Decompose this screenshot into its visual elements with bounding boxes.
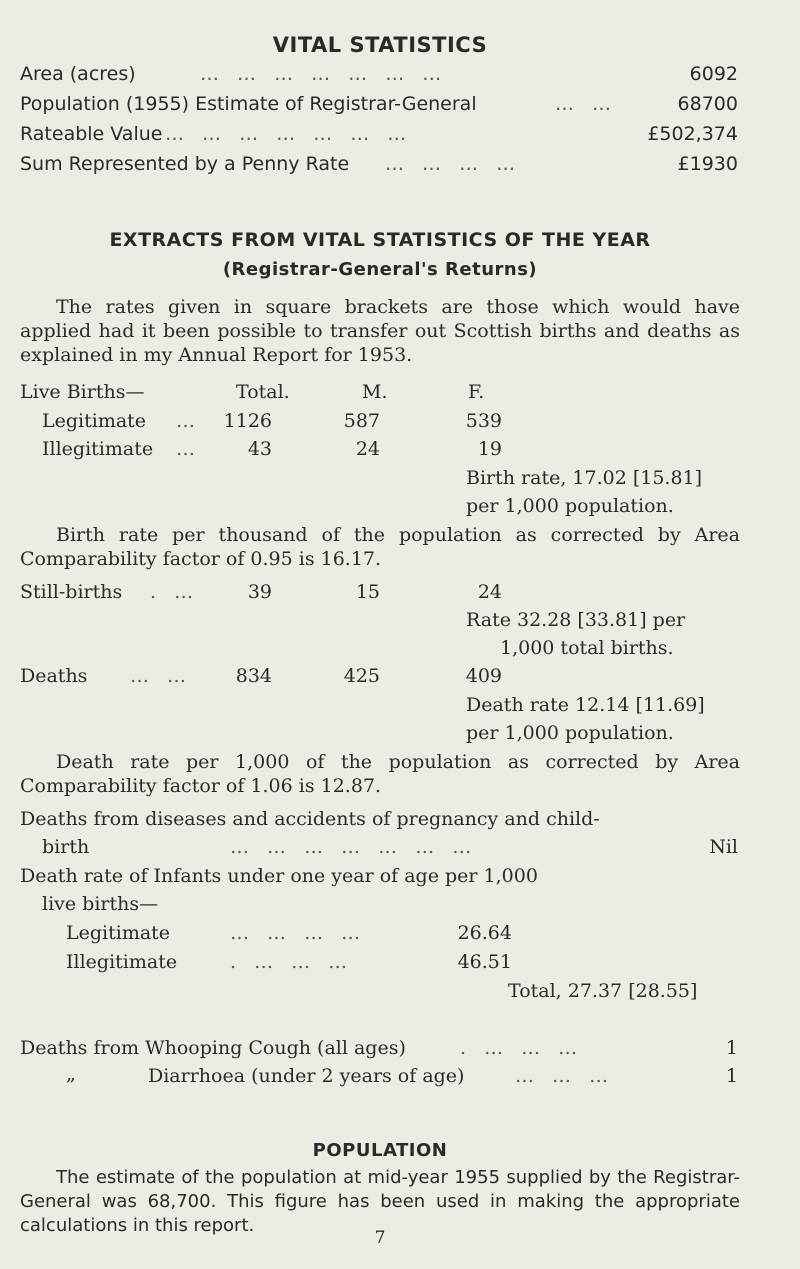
intro-paragraph: The rates given in square brackets are those which would have applied had it been possible to transfer out Scottish births and deaths as explained in my Annual Report for 1953. — [20, 296, 740, 366]
column-f: F. — [468, 381, 485, 403]
leader-dots: … — [176, 438, 201, 460]
leader-dots: … … … … … … … — [200, 63, 448, 85]
leader-dots: . … … … — [460, 1037, 584, 1059]
infant-row-value: 46.51 — [457, 951, 512, 973]
birth-rate-line: per 1,000 population. — [466, 495, 674, 517]
death-rate-line: per 1,000 population. — [466, 722, 674, 744]
pregnancy-line: birth — [42, 836, 90, 858]
extracts-heading: EXTRACTS FROM VITAL STATISTICS OF THE YEAR — [109, 229, 651, 251]
summary-label: Population (1955) Estimate of Registrar-General — [20, 93, 477, 115]
ditto-mark: „ — [66, 1063, 76, 1085]
leader-dots: … … … … … … … — [230, 836, 478, 858]
cell-f: 19 — [477, 438, 502, 460]
birth-rate-line: Birth rate, 17.02 [15.81] — [466, 467, 703, 489]
cell-m: 15 — [355, 581, 380, 603]
whooping-label: Deaths from Whooping Cough (all ages) — [20, 1037, 406, 1059]
still-birth-rate-line: 1,000 total births. — [500, 637, 674, 659]
cell-total: 39 — [247, 581, 272, 603]
column-total: Total. — [236, 381, 290, 403]
row-label: Deaths — [20, 665, 88, 687]
leader-dots: … … … … — [385, 153, 522, 175]
birth-corrected-paragraph: Birth rate per thousand of the population as corrected by Area Comparability factor of 0.95 is 16.17. — [20, 524, 740, 570]
leader-dots: … … — [555, 93, 618, 115]
summary-label: Sum Represented by a Penny Rate — [20, 153, 350, 175]
diarrhoea-value: 1 — [725, 1065, 738, 1087]
cell-total: 1126 — [223, 410, 272, 432]
leader-dots: … … — [130, 665, 193, 687]
death-corrected-paragraph: Death rate per 1,000 of the population as corrected by Area Comparability factor of 1.06 is 12.87. — [20, 751, 740, 797]
summary-label: Rateable Value — [20, 123, 163, 145]
diarrhoea-label: Diarrhoea (under 2 years of age) — [148, 1065, 465, 1087]
column-m: M. — [362, 381, 388, 403]
row-label: Legitimate — [42, 410, 147, 432]
pregnancy-value: Nil — [709, 836, 738, 858]
leader-dots: … … … … … … … — [165, 123, 413, 145]
summary-value: £1930 — [677, 153, 738, 175]
leader-dots: . … … … — [230, 951, 354, 973]
row-label: Illegitimate — [42, 438, 154, 460]
infant-rate-line: live births— — [42, 893, 159, 915]
cell-f: 24 — [477, 581, 502, 603]
cell-f: 539 — [465, 410, 502, 432]
summary-label: Area (acres) — [20, 63, 136, 85]
cell-total: 43 — [247, 438, 272, 460]
leader-dots: . … — [150, 581, 200, 603]
leader-dots: … … … — [515, 1065, 615, 1087]
leader-dots: … … … … — [230, 922, 367, 944]
infant-rate-line: Death rate of Infants under one year of age per 1,000 — [20, 865, 538, 887]
summary-value: 68700 — [677, 93, 738, 115]
whooping-value: 1 — [725, 1037, 738, 1059]
death-rate-line: Death rate 12.14 [11.69] — [466, 694, 705, 716]
cell-f: 409 — [465, 665, 502, 687]
row-label: Still-births — [20, 581, 123, 603]
pregnancy-line: Deaths from diseases and accidents of pregnancy and child- — [20, 808, 600, 830]
infant-total: Total, 27.37 [28.55] — [508, 980, 698, 1002]
still-birth-rate-line: Rate 32.28 [33.81] per — [466, 609, 686, 631]
infant-row-label: Illegitimate — [66, 951, 178, 973]
population-paragraph: The estimate of the population at mid-year 1955 supplied by the Registrar-General was 68,700. This figure has been used in making the appropriate calculations in this report. — [20, 1167, 740, 1236]
page-number: 7 — [374, 1228, 386, 1248]
cell-total: 834 — [235, 665, 272, 687]
summary-value: 6092 — [689, 63, 738, 85]
live-births-label: Live Births— — [20, 381, 145, 403]
summary-value: £502,374 — [647, 123, 738, 145]
infant-row-label: Legitimate — [66, 922, 171, 944]
page-title: VITAL STATISTICS — [272, 33, 488, 57]
cell-m: 587 — [343, 410, 380, 432]
population-heading: POPULATION — [312, 1140, 448, 1161]
extracts-subheading: (Registrar-General's Returns) — [222, 259, 538, 280]
leader-dots: … — [176, 410, 201, 432]
infant-row-value: 26.64 — [457, 922, 512, 944]
cell-m: 425 — [343, 665, 380, 687]
cell-m: 24 — [355, 438, 380, 460]
